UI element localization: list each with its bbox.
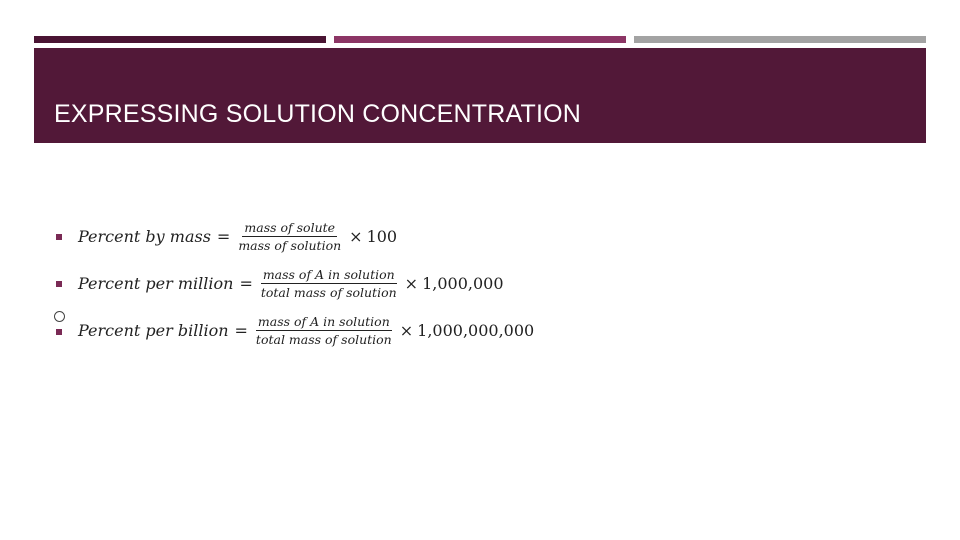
equals-sign: = [234, 321, 248, 340]
fraction [254, 314, 394, 347]
equals-sign: = [216, 227, 231, 246]
percent-per-billion-formula [78, 314, 534, 347]
fraction-denominator: total mass of solution [255, 332, 392, 347]
formula-lhs: Percent per billion [78, 321, 229, 340]
times-sign: × [404, 274, 419, 293]
fraction-numerator: mass of A in solution [257, 314, 390, 329]
percent-by-mass-formula [78, 220, 397, 253]
slide-title: EXPRESSING SOLUTION CONCENTRATION [54, 100, 582, 128]
fraction-numerator: mass of A in solution [262, 267, 395, 282]
circle-bullet-icon [54, 311, 65, 322]
fraction-denominator: total mass of solution [260, 285, 397, 300]
accent-bar-magenta [334, 36, 626, 43]
multiplier: 100 [366, 227, 398, 246]
multiplier: 1,000,000 [422, 274, 504, 293]
formula-lhs: Percent per million [78, 274, 234, 293]
fraction-numerator: mass of solute [244, 220, 336, 235]
title-band [34, 48, 926, 143]
times-sign: × [399, 321, 414, 340]
accent-bar-dark [34, 36, 326, 43]
equals-sign: = [239, 274, 253, 293]
times-sign: × [349, 227, 363, 246]
square-bullet-icon [56, 329, 62, 335]
formula-lhs: Percent by mass [78, 227, 211, 246]
fraction-denominator: mass of solution [238, 238, 342, 253]
square-bullet-icon [56, 281, 62, 287]
fraction [236, 220, 343, 253]
square-bullet-icon [56, 234, 62, 240]
multiplier: 1,000,000,000 [417, 321, 535, 340]
fraction [259, 267, 399, 300]
accent-bar-gray [634, 36, 926, 43]
percent-per-million-formula [78, 267, 504, 300]
